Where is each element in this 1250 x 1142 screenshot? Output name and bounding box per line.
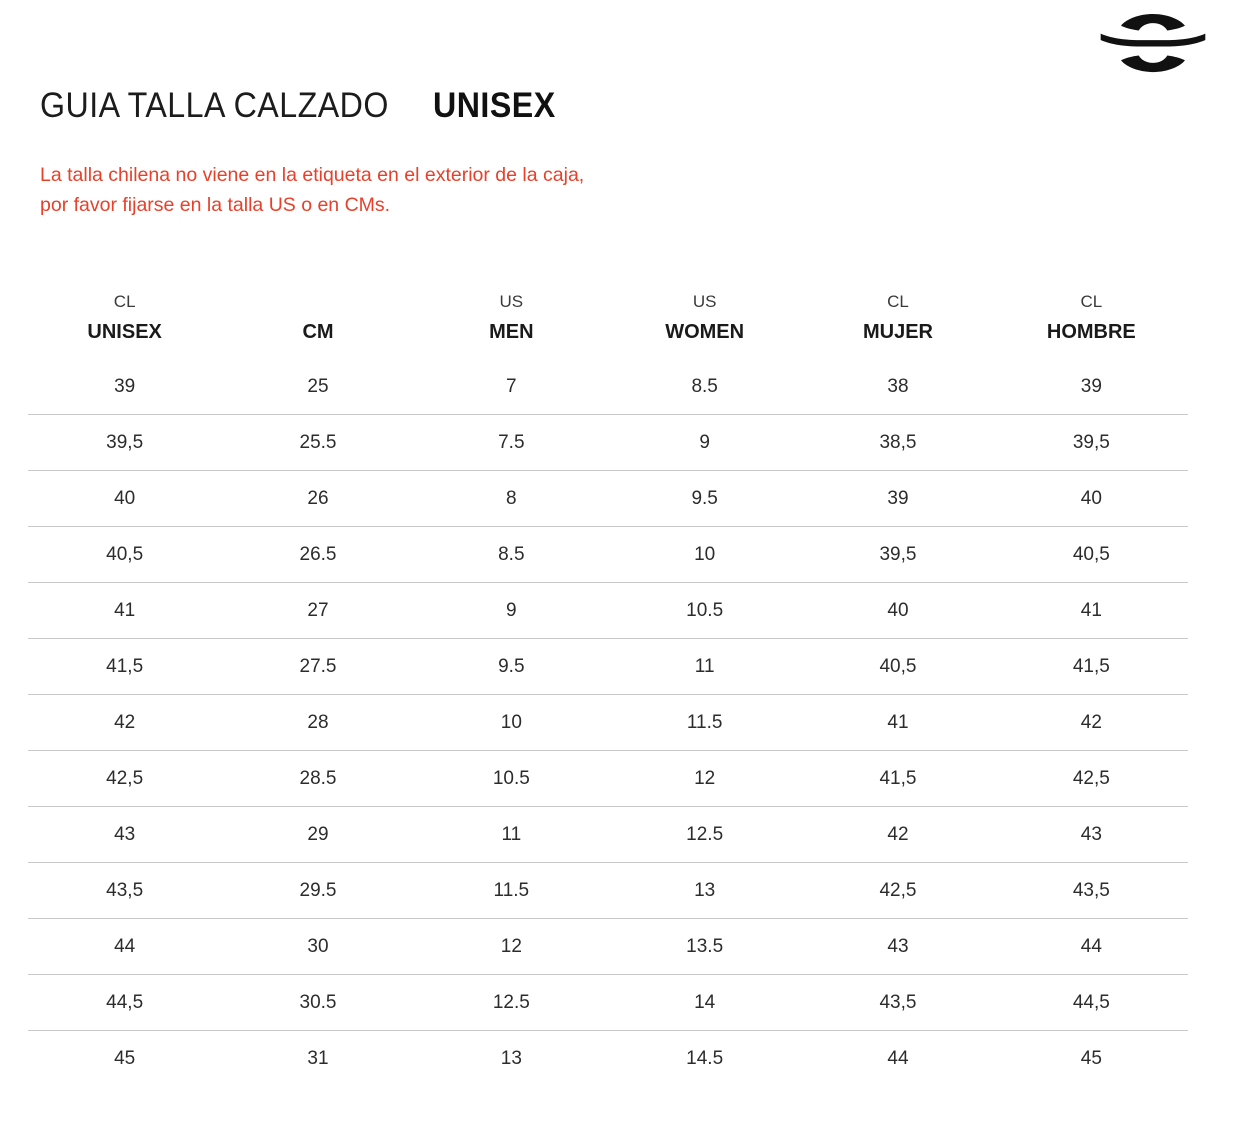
cell-cl-hombre: 41,5 — [995, 639, 1188, 695]
cell-us-men: 7 — [506, 376, 517, 397]
table-row — [28, 919, 1188, 975]
cell-cm: 26 — [221, 471, 414, 527]
size-table-body — [28, 359, 1188, 1086]
cell-cl-hombre: 40,5 — [995, 527, 1188, 583]
cell-us-women: 12.5 — [608, 807, 801, 863]
column-header-cm — [221, 288, 414, 359]
cell-cl-hombre: 45 — [995, 1031, 1188, 1087]
table-row — [28, 1031, 1188, 1087]
cell-cl-mujer: 39 — [801, 471, 994, 527]
cell-cl-mujer: 40 — [801, 583, 994, 639]
cell-cl-mujer: 42,5 — [801, 863, 994, 919]
size-table-head — [28, 288, 1188, 359]
cell-unisex: 43 — [28, 807, 221, 863]
table-row — [28, 639, 1188, 695]
cell-cl-mujer: 40,5 — [801, 639, 994, 695]
cell-cl-mujer: 42 — [801, 807, 994, 863]
cell-us-men: 11 — [415, 807, 608, 863]
cell-us-men: 13 — [415, 1031, 608, 1087]
cell-cm: 29 — [221, 807, 414, 863]
cell-cl-hombre: 39 — [1080, 376, 1102, 397]
cell-us-men: 11.5 — [415, 863, 608, 919]
column-header-cm-main: CM — [302, 321, 334, 343]
size-table-container — [28, 288, 1188, 1086]
column-header-hombre — [995, 288, 1188, 359]
cell-unisex: 41 — [28, 583, 221, 639]
cell-us-men: 9 — [415, 583, 608, 639]
table-row — [28, 359, 1188, 415]
cell-us-women: 9.5 — [608, 471, 801, 527]
cell-unisex: 43,5 — [28, 863, 221, 919]
cell-us-men: 9.5 — [415, 639, 608, 695]
table-row — [28, 695, 1188, 751]
cell-cl-mujer: 41,5 — [801, 751, 994, 807]
cell-cl-mujer: 43 — [801, 919, 994, 975]
table-header-row — [28, 288, 1188, 359]
column-header-mujer-sub: CL — [887, 292, 909, 312]
cell-us-women: 12 — [608, 751, 801, 807]
cell-cl-hombre: 41 — [995, 583, 1188, 639]
column-header-men-main: MEN — [489, 321, 534, 343]
column-header-mujer-main: MUJER — [862, 321, 933, 343]
cell-unisex: 39 — [114, 376, 136, 397]
size-note-line-2: por favor fijarse en la talla US o en CMs. — [40, 194, 391, 217]
cell-cl-hombre: 43 — [995, 807, 1188, 863]
cell-unisex: 39,5 — [28, 415, 221, 471]
cell-cl-hombre: 39,5 — [995, 415, 1188, 471]
table-row — [28, 807, 1188, 863]
cell-cm: 28.5 — [221, 751, 414, 807]
cell-cl-hombre: 44,5 — [995, 975, 1188, 1031]
cell-cl-hombre: 40 — [995, 471, 1188, 527]
cell-unisex: 40,5 — [28, 527, 221, 583]
cell-cm: 30.5 — [221, 975, 414, 1031]
cell-cm: 27 — [221, 583, 414, 639]
cell-cm: 29.5 — [221, 863, 414, 919]
cell-us-women: 11.5 — [608, 695, 801, 751]
cell-unisex: 45 — [28, 1031, 221, 1087]
cell-cm: 26.5 — [221, 527, 414, 583]
cell-cl-mujer: 44 — [801, 1031, 994, 1087]
cell-cm: 25.5 — [221, 415, 414, 471]
page-title-main: GUIA TALLA CALZADO — [40, 86, 389, 125]
cell-us-women: 11 — [608, 639, 801, 695]
cell-unisex: 42 — [28, 695, 221, 751]
cell-cm: 27.5 — [221, 639, 414, 695]
cell-us-women: 14.5 — [608, 1031, 801, 1087]
cell-us-women: 14 — [608, 975, 801, 1031]
column-header-women-sub: US — [692, 292, 717, 312]
cell-us-women: 10.5 — [608, 583, 801, 639]
table-row — [28, 975, 1188, 1031]
page-title — [40, 86, 567, 126]
cell-cl-hombre: 42 — [995, 695, 1188, 751]
cell-unisex: 42,5 — [28, 751, 221, 807]
cell-us-women: 8.5 — [691, 376, 718, 397]
table-row — [28, 527, 1188, 583]
column-header-mujer — [801, 288, 994, 359]
table-row — [28, 751, 1188, 807]
cell-unisex: 41,5 — [28, 639, 221, 695]
column-header-unisex-sub: CL — [113, 292, 136, 312]
cell-cl-hombre: 44 — [995, 919, 1188, 975]
column-header-hombre-sub: CL — [1080, 292, 1103, 312]
cell-cm: 28 — [221, 695, 414, 751]
cell-cl-mujer: 39,5 — [801, 527, 994, 583]
column-header-women-main: WOMEN — [665, 321, 745, 343]
cell-cl-hombre: 42,5 — [995, 751, 1188, 807]
size-note — [40, 160, 584, 220]
cell-us-men: 12.5 — [415, 975, 608, 1031]
cell-cl-mujer: 41 — [801, 695, 994, 751]
column-header-hombre-main: HOMBRE — [1046, 321, 1136, 343]
cell-unisex: 44 — [28, 919, 221, 975]
table-row — [28, 583, 1188, 639]
cell-cl-hombre: 43,5 — [995, 863, 1188, 919]
cell-us-women: 9 — [608, 415, 801, 471]
column-header-men — [415, 288, 608, 359]
table-row — [28, 863, 1188, 919]
cell-us-men: 7.5 — [415, 415, 608, 471]
size-note-line-1: La talla chilena no viene en la etiqueta en el exterior de la caja, — [40, 164, 585, 186]
size-table — [28, 288, 1188, 1086]
column-header-unisex-main: UNISEX — [87, 321, 162, 343]
cell-us-men: 8 — [415, 471, 608, 527]
cell-cl-mujer: 38,5 — [801, 415, 994, 471]
cell-us-women: 13.5 — [608, 919, 801, 975]
page-title-emphasis: UNISEX — [433, 86, 556, 125]
cell-us-women: 10 — [608, 527, 801, 583]
cell-us-men: 8.5 — [415, 527, 608, 583]
cell-unisex: 40 — [28, 471, 221, 527]
table-row — [28, 471, 1188, 527]
under-armour-logo-icon — [1094, 12, 1212, 74]
cell-us-men: 10.5 — [415, 751, 608, 807]
cell-cm: 31 — [221, 1031, 414, 1087]
cell-cl-mujer: 43,5 — [801, 975, 994, 1031]
column-header-cm-spacer — [221, 288, 414, 317]
cell-unisex: 44,5 — [28, 975, 221, 1031]
column-header-women — [608, 288, 801, 359]
column-header-men-sub: US — [499, 292, 524, 312]
cell-us-men: 10 — [415, 695, 608, 751]
cell-us-women: 13 — [608, 863, 801, 919]
cell-cl-mujer: 38 — [887, 376, 909, 397]
cell-us-men: 12 — [415, 919, 608, 975]
cell-cm: 30 — [221, 919, 414, 975]
column-header-unisex — [28, 288, 221, 359]
table-row — [28, 415, 1188, 471]
cell-cm: 25 — [307, 376, 329, 397]
